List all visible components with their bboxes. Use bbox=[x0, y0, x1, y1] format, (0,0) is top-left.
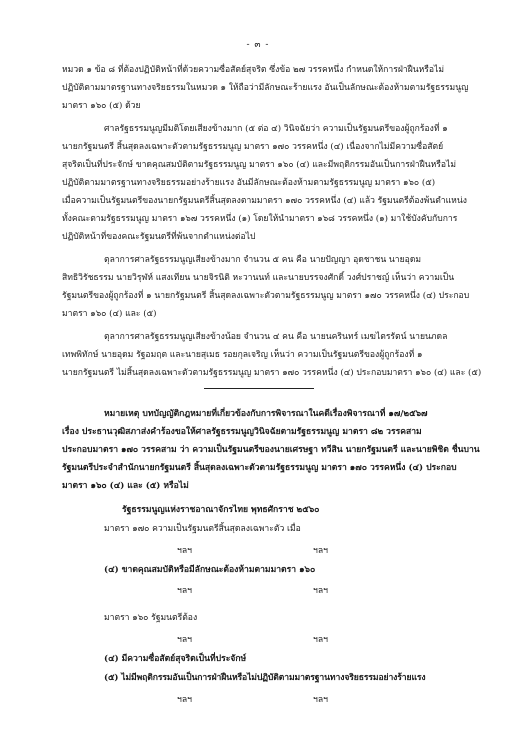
para1-line-1: หมวด ๑ ข้อ ๘ ที่ต้องปฏิบัติหน้าที่ด้วยความซื่อสัตย์สุจริต ซึ่งข้อ ๒๗ วรรคหนึ่ง กำหนดให้การฝ่าฝืนหรือไม่ bbox=[62, 65, 445, 75]
para1-line-3: มาตรา ๑๖๐ (๕) ด้วย bbox=[62, 101, 141, 111]
section-divider bbox=[204, 388, 314, 389]
note-line-2: เรื่อง ประธานวุฒิสภาส่งคำร้องขอให้ศาลรัฐธรรมนูญวินิจฉัยตามรัฐธรรมนูญ มาตรา ๘๒ วรรคสาม bbox=[62, 427, 422, 437]
note-line-5: มาตรา ๑๖๐ (๔) และ (๕) หรือไม่ bbox=[62, 481, 189, 491]
para4-line-3: นายกรัฐมนตรี ไม่สิ้นสุดลงเฉพาะตัวตามรัฐธรรมนูญ มาตรา ๑๗๐ วรรคหนึ่ง (๔) ประกอบมาตรา ๑๖๐ (๔) และ (๕) bbox=[62, 368, 482, 378]
ellipsis-3a: ฯลฯ bbox=[177, 635, 192, 645]
para2-line-4: ปฏิบัติตามมาตรฐานทางจริยธรรมอย่างร้ายแรง อันมีลักษณะต้องห้ามตามรัฐธรรมนูญ มาตรา ๑๖๐ (๕) bbox=[62, 178, 436, 188]
para3-line-2: สิทธิวิรัชธรรม นายวิรุฬห์ แสงเทียน นายจิรนิติ หะวานนท์ และนายบรรจงศักดิ์ วงศ์ปราชญ์ เห็นว่า ความเป็น bbox=[62, 273, 455, 283]
ellipsis-3b: ฯลฯ bbox=[313, 635, 328, 645]
para4-line-1: ตุลาการศาลรัฐธรรมนูญเสียงข้างน้อย จำนวน ๔ คน คือ นายนครินทร์ เมฆไตรรัตน์ นายนภดล bbox=[104, 332, 448, 342]
para2-line-3: สุจริตเป็นที่ประจักษ์ ขาดคุณสมบัติตามรัฐธรรมนูญ มาตรา ๑๖๐ (๔) และมีพฤติกรรมอันเป็นการฝ่าฝืนหรือไม่ bbox=[62, 160, 457, 170]
ellipsis-1a: ฯลฯ bbox=[177, 546, 192, 556]
note-line-4: รัฐมนตรีประจำสำนักนายกรัฐมนตรี สิ้นสุดลงเฉพาะตัวตามรัฐธรรมนูญ มาตรา ๑๗๐ วรรคหนึ่ง (๔) ประกอบ bbox=[62, 463, 457, 473]
para2-line-5: เมื่อความเป็นรัฐมนตรีของนายกรัฐมนตรีสิ้นสุดลงตามมาตรา ๑๗๐ วรรคหนึ่ง (๔) แล้ว รัฐมนตรีต้องพ้นตำแหน่ง bbox=[62, 196, 467, 206]
ellipsis-4b: ฯลฯ bbox=[313, 695, 328, 705]
section-160: มาตรา ๑๖๐ รัฐมนตรีต้อง bbox=[104, 613, 198, 623]
para4-line-2: เทพพิทักษ์ นายอุดม รัฐอมฤต และนายสุเมธ รอยกุลเจริญ เห็นว่า ความเป็นรัฐมนตรีของผู้ถูกร้องที่ ๑ bbox=[62, 350, 423, 360]
para1-line-2: ปฏิบัติตามมาตรฐานทางจริยธรรมในหมวด ๑ ให้ถือว่ามีลักษณะร้ายแรง อันเป็นลักษณะต้องห้ามตามรัฐธรรมนูญ bbox=[62, 83, 469, 93]
para3-line-3: รัฐมนตรีของผู้ถูกร้องที่ ๑ นายกรัฐมนตรี สิ้นสุดลงเฉพาะตัวตามรัฐธรรมนูญ มาตรา ๑๗๐ วรรคหนึ่ง (๔) ประกอบ bbox=[62, 291, 470, 301]
ellipsis-4a: ฯลฯ bbox=[177, 695, 192, 705]
page-number: - ๓ - bbox=[246, 40, 270, 50]
para2-line-7: ปฏิบัติหน้าที่ของคณะรัฐมนตรีที่พ้นจากตำแหน่งต่อไป bbox=[62, 232, 256, 242]
section-170-4: (๔) ขาดคุณสมบัติหรือมีลักษณะต้องห้ามตามมาตรา ๑๖๐ bbox=[104, 565, 316, 575]
section-160-5: (๕) ไม่มีพฤติกรรมอันเป็นการฝ่าฝืนหรือไม่ปฏิบัติตามมาตรฐานทางจริยธรรมอย่างร้ายแรง bbox=[104, 673, 426, 683]
note-line-3: ประกอบมาตรา ๑๗๐ วรรคสาม ว่า ความเป็นรัฐมนตรีของนายเศรษฐา ทวีสิน นายกรัฐมนตรี และนายพิชิต ชื่นบาน bbox=[62, 445, 480, 455]
para2-line-6: ทั้งคณะตามรัฐธรรมนูญ มาตรา ๑๖๗ วรรคหนึ่ง (๑) โดยให้นำมาตรา ๑๖๘ วรรคหนึ่ง (๑) มาใช้บังคับกับการ bbox=[62, 214, 458, 224]
para3-line-1: ตุลาการศาลรัฐธรรมนูญเสียงข้างมาก จำนวน ๕ คน คือ นายปัญญา อุดชาชน นายอุดม bbox=[104, 255, 422, 265]
ellipsis-2a: ฯลฯ bbox=[177, 586, 192, 596]
note-line-1: หมายเหตุ บทบัญญัติกฎหมายที่เกี่ยวข้องกับการพิจารณาในคดีเรื่องพิจารณาที่ ๑๗/๒๕๖๗ bbox=[104, 409, 428, 419]
para2-line-2: นายกรัฐมนตรี สิ้นสุดลงเฉพาะตัวตามรัฐธรรมนูญ มาตรา ๑๗๐ วรรคหนึ่ง (๔) เนื่องจากไม่มีความซื่อสัตย์ bbox=[62, 142, 444, 152]
para3-line-4: มาตรา ๑๖๐ (๔) และ (๕) bbox=[62, 309, 157, 319]
section-160-4: (๔) มีความซื่อสัตย์สุจริตเป็นที่ประจักษ์ bbox=[104, 654, 247, 664]
ellipsis-1b: ฯลฯ bbox=[313, 546, 328, 556]
para2-line-1: ศาลรัฐธรรมนูญมีมติโดยเสียงข้างมาก (๕ ต่อ ๔) วินิจฉัยว่า ความเป็นรัฐมนตรีของผู้ถูกร้องที่ ๑ bbox=[104, 124, 448, 134]
constitution-title: รัฐธรรมนูญแห่งราชอาณาจักรไทย พุทธศักราช ๒๕๖๐ bbox=[122, 505, 320, 515]
section-170: มาตรา ๑๗๐ ความเป็นรัฐมนตรีสิ้นสุดลงเฉพาะตัว เมื่อ bbox=[104, 524, 301, 534]
ellipsis-2b: ฯลฯ bbox=[313, 586, 328, 596]
